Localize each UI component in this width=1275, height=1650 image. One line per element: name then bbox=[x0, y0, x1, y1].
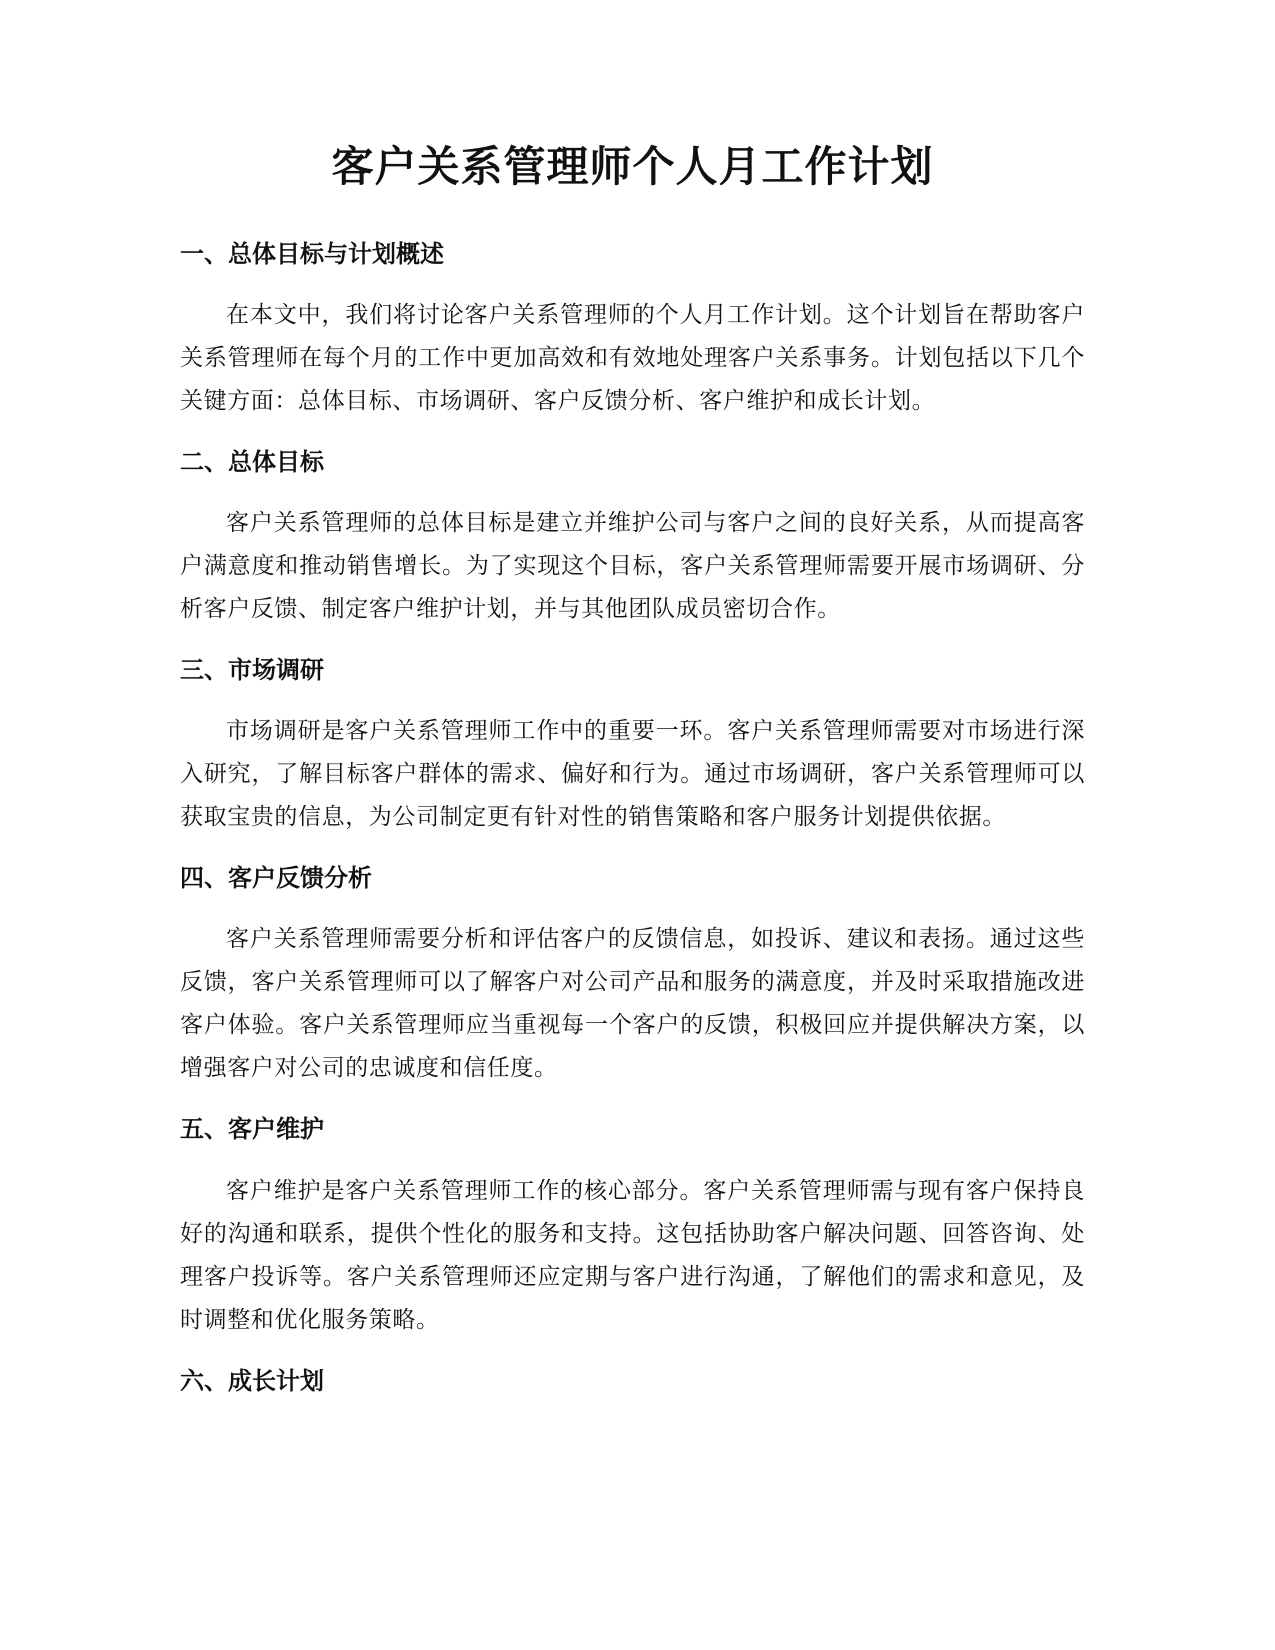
section-heading-market-research: 三、市场调研 bbox=[180, 655, 324, 684]
section-heading-feedback-analysis: 四、客户反馈分析 bbox=[180, 864, 372, 893]
document-page bbox=[180, 140, 1085, 1421]
section-heading-growth-plan: 六、成长计划 bbox=[180, 1366, 324, 1395]
section-body-customer-maintenance: 客户维护是客户关系管理师工作的核心部分。客户关系管理师需与现有客户保持良好的沟通和联系，提供个性化的服务和支持。这包括协助客户解决问题、回答咨询、处理客户投诉等。客户关系管理师还应定期与客户进行沟通，了解他们的需求和意见，及时调整和优化服务策略。 bbox=[180, 1177, 1085, 1333]
section-body-overview: 在本文中，我们将讨论客户关系管理师的个人月工作计划。这个计划旨在帮助客户关系管理师在每个月的工作中更加高效和有效地处理客户关系事务。计划包括以下几个关键方面：总体目标、市场调研、客户反馈分析、客户维护和成长计划。 bbox=[180, 301, 1085, 414]
section-heading-overall-goal: 二、总体目标 bbox=[180, 447, 324, 476]
section-body-feedback-analysis: 客户关系管理师需要分析和评估客户的反馈信息，如投诉、建议和表扬。通过这些反馈，客户关系管理师可以了解客户对公司产品和服务的满意度，并及时采取措施改进客户体验。客户关系管理师应当重视每一个客户的反馈，积极回应并提供解决方案，以增强客户对公司的忠诚度和信任度。 bbox=[180, 926, 1085, 1082]
section-body-market-research: 市场调研是客户关系管理师工作中的重要一环。客户关系管理师需要对市场进行深入研究，了解目标客户群体的需求、偏好和行为。通过市场调研，客户关系管理师可以获取宝贵的信息，为公司制定更有针对性的销售策略和客户服务计划提供依据。 bbox=[180, 718, 1085, 831]
section-heading-customer-maintenance: 五、客户维护 bbox=[180, 1115, 324, 1144]
section-body-overall-goal: 客户关系管理师的总体目标是建立并维护公司与客户之间的良好关系，从而提高客户满意度和推动销售增长。为了实现这个目标，客户关系管理师需要开展市场调研、分析客户反馈、制定客户维护计划，并与其他团队成员密切合作。 bbox=[180, 509, 1085, 622]
document-title: 客户关系管理师个人月工作计划 bbox=[331, 142, 934, 191]
section-heading-overview: 一、总体目标与计划概述 bbox=[180, 239, 444, 268]
